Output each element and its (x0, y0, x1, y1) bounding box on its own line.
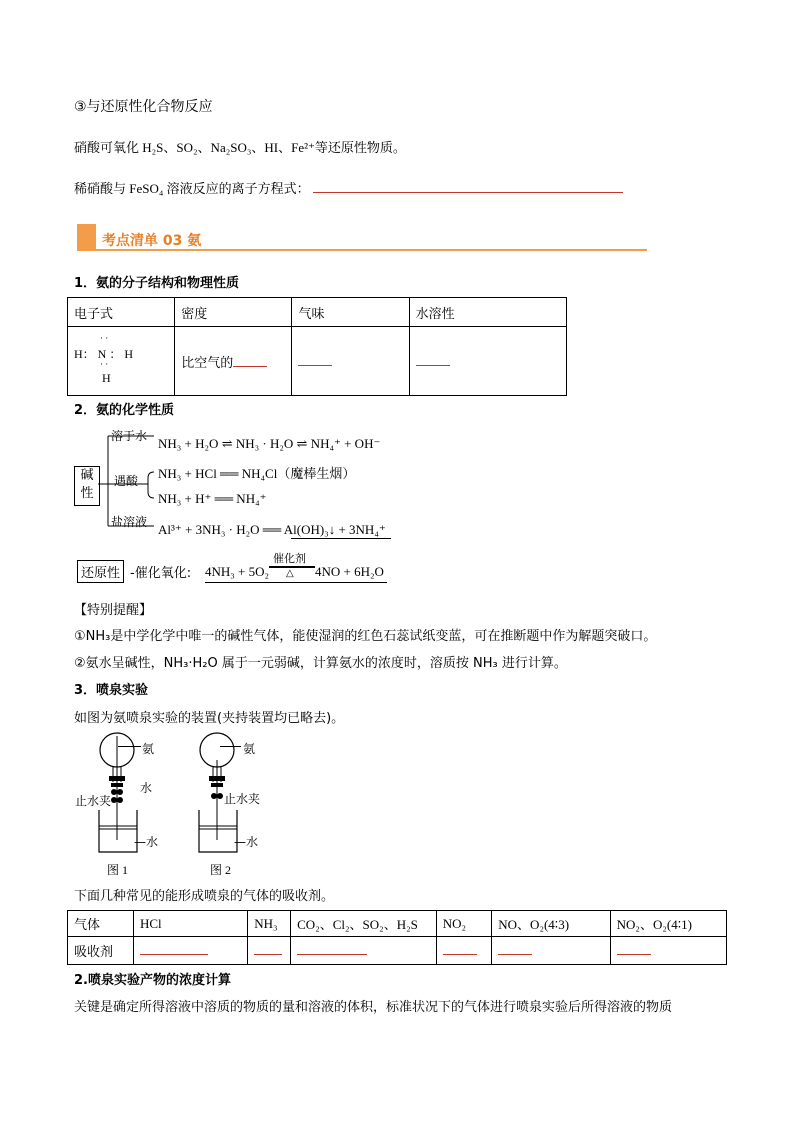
subheading-reducing-compounds: ③与还原性化合物反应 (74, 99, 213, 115)
absorbent-cell-nh3 (248, 937, 291, 965)
cell-odor (292, 327, 409, 396)
section3-desc: 如图为氨喷泉实验的装置(夹持装置均已略去)。 (74, 711, 345, 726)
catalytic-label: -催化氧化: (130, 566, 192, 581)
banner-title: 考点清单 03 氨 (102, 233, 202, 249)
electron-formula-main: H： N ： H (74, 347, 133, 361)
basic-label: 碱性 (74, 466, 100, 506)
heat-condition: △ (286, 568, 294, 579)
answer-blank-acidic-group[interactable] (297, 942, 367, 955)
electron-dots-top: · · (100, 333, 109, 343)
catalyst-condition: 催化剂 (273, 552, 306, 565)
ammonia-properties-table (67, 297, 567, 396)
fig2-gas-label: 氨 (243, 742, 256, 756)
fig2-caption: 图 2 (210, 863, 232, 877)
header-density: 密度 (175, 298, 292, 327)
header-gas: 气体 (68, 911, 134, 937)
fig1-gas-label: 氨 (142, 742, 155, 756)
section2-title: 2．氨的化学性质 (74, 403, 175, 418)
section3-title: 3．喷泉实验 (74, 683, 149, 698)
banner-accent (77, 224, 96, 249)
gas-no2-o2: NO₂、O₂(4∶1) (610, 911, 726, 937)
acid-equation-2: NH₃ + H⁺ ══ NH₄⁺ (158, 491, 267, 506)
header-solubility: 水溶性 (409, 298, 566, 327)
salt-equation: Al³⁺ + 3NH₃ · H₂O ══ Al(OH)₃↓ + 3NH₄⁺ (158, 522, 386, 537)
reminder-point-2: ②氨水呈碱性，NH₃·H₂O 属于一元弱碱，计算氨水的浓度时，溶质按 NH₃ 进行计算。 (74, 656, 567, 671)
salt-label: 盐溶液 (111, 515, 148, 529)
header-electron-formula: 电子式 (68, 298, 175, 327)
cell-electron-formula (68, 327, 175, 396)
header-odor: 气味 (292, 298, 409, 327)
answer-blank-solubility[interactable] (416, 353, 450, 366)
answer-blank-hcl[interactable] (140, 942, 208, 955)
section1-title: 1．氨的分子结构和物理性质 (74, 276, 240, 291)
absorbent-table (67, 910, 727, 965)
intro-line-2 (74, 178, 623, 197)
leader-line-gas-2 (220, 746, 241, 747)
fig1-clamp-label: 止水夹 (75, 794, 112, 808)
acid-equation-1: NH₃ + HCl ══ NH₄Cl（魔棒生烟） (158, 466, 356, 481)
density-prefix: 比空气的 (181, 355, 234, 371)
gas-nh3: NH₃ (248, 911, 291, 937)
fig1-caption: 图 1 (107, 863, 129, 877)
dissolve-equation: NH₃ + H₂O ⇌ NH₃ · H₂O ⇌ NH₄⁺ + OH⁻ (158, 436, 381, 451)
reducing-label: 还原性 (77, 560, 124, 583)
absorbent-cell-no2 (436, 937, 492, 965)
absorbent-cell-hcl (134, 937, 248, 965)
catalytic-underline (205, 582, 387, 583)
cell-density (175, 327, 292, 396)
acid-label: 遇酸 (114, 474, 139, 488)
fig1-water-bottom-text: 水 (146, 835, 159, 849)
intro-line-1: 硝酸可氧化 H₂S、SO₂、Na₂SO₃、HI、Fe²⁺等还原性物质。 (74, 140, 406, 155)
fig1-water-bottom-label: —水 (134, 835, 159, 849)
answer-blank-no-o2[interactable] (498, 942, 532, 955)
fig2-water-bottom-label: —水 (234, 835, 259, 849)
header-absorbent: 吸收剂 (68, 937, 134, 965)
electron-formula-h: H (102, 371, 111, 385)
absorbent-table-intro: 下面几种常见的能形成喷泉的气体的吸收剂。 (74, 889, 335, 904)
leader-line-gas-1 (118, 746, 141, 747)
answer-blank-nh3[interactable] (254, 942, 282, 955)
electron-formula (74, 331, 168, 391)
gas-no-o2: NO、O₂(4∶3) (492, 911, 610, 937)
fig2-clamp-label: 止水夹 (224, 792, 261, 806)
section4-text: 关键是确定所得溶液中溶质的物质的量和溶液的体积，标准状况下的气体进行喷泉实验后所得溶液的物质 (74, 1000, 673, 1015)
gas-no2: NO₂ (436, 911, 492, 937)
electron-dots-bottom: · · (100, 359, 109, 369)
reminder-point-1: ①NH₃是中学化学中唯一的碱性气体，能使湿润的红色石蕊试纸变蓝，可在推断题中作为解题突破口。 (74, 629, 657, 644)
answer-blank-density[interactable] (233, 354, 267, 367)
answer-blank-no2-o2[interactable] (617, 942, 651, 955)
absorbent-cell-no-o2 (492, 937, 610, 965)
reminder-title: 【特别提醒】 (74, 603, 153, 618)
banner-underline (77, 249, 647, 251)
absorbent-cell-acidic (291, 937, 437, 965)
section4-title: 2.喷泉实验产物的浓度计算 (74, 973, 231, 988)
fig1-water-top-label: 水 (140, 781, 153, 795)
absorbent-cell-no2-o2 (610, 937, 726, 965)
intro-line-2-text: 稀硝酸与 FeSO₄ 溶液反应的离子方程式： (74, 181, 310, 196)
catalytic-eq-left: 4NH₃ + 5O₂ (205, 564, 270, 579)
gas-acidic-group: CO₂、Cl₂、SO₂、H₂S (291, 911, 437, 937)
salt-equation-underline (291, 538, 391, 539)
answer-blank-odor[interactable] (298, 353, 332, 366)
answer-blank-ionic-equation[interactable] (313, 180, 623, 193)
gas-hcl: HCl (134, 911, 248, 937)
dissolve-label: 溶于水 (111, 429, 148, 443)
answer-blank-no2[interactable] (443, 942, 477, 955)
catalytic-label-text: 催化氧化: (134, 566, 192, 581)
fig2-water-bottom-text: 水 (246, 835, 259, 849)
cell-solubility (409, 327, 566, 396)
catalytic-eq-right: 4NO + 6H₂O (315, 564, 384, 579)
